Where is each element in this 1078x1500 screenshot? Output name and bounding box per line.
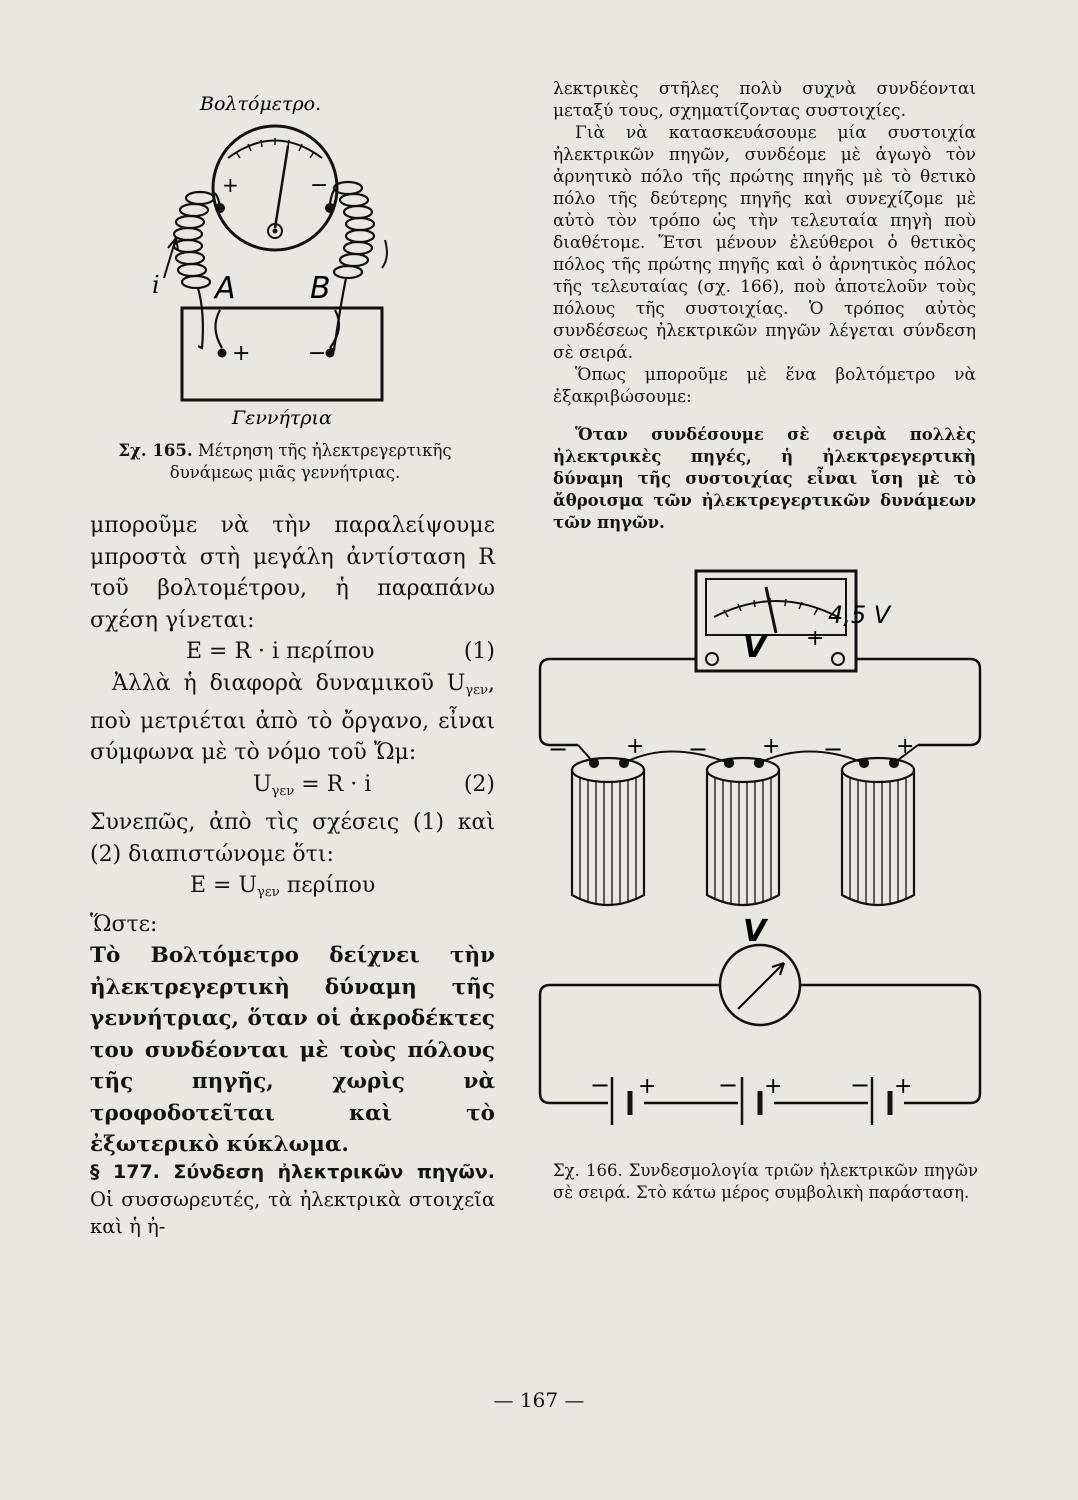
equation-1	[90, 636, 495, 668]
left-column	[90, 510, 495, 1161]
figure-165-caption-number: Σχ. 165.	[118, 441, 193, 460]
battery-3	[842, 758, 914, 906]
equation-2	[90, 769, 495, 807]
left-paragraph-3: Συνεπῶς, ἀπὸ τὶς σχέσεις (1) καὶ (2) διαπιστώνομε ὅτι:	[90, 810, 495, 867]
voltmeter-needle	[275, 146, 288, 228]
right-paragraph-1: λεκτρικὲς στῆλες πολὺ συχνὰ συνδέονται μεταξύ τους, σχηματίζοντας συστοιχίες.	[553, 79, 976, 121]
cell-3-plus: +	[894, 1074, 913, 1099]
terminal-a: A	[215, 271, 236, 306]
figure-165-caption-text: Μέτρηση τῆς ἠλεκτρεγερτικῆς δυνάμεως μιᾶς γεννήτριας.	[169, 441, 452, 482]
equation-3	[90, 870, 495, 908]
section-177-text: Οἱ συσσωρευτές, τὰ ἠλεκτρικὰ στοιχεῖα καὶ ἡ ἠ-	[90, 1188, 495, 1238]
eq3-lhs: E = U	[190, 873, 258, 899]
eq3-rhs: περίπου	[279, 873, 376, 899]
battery-2-minus: −	[688, 735, 709, 763]
battery-voltmeter-needle	[766, 587, 776, 633]
figure-165-diagram	[150, 88, 420, 428]
left-paragraph-2	[90, 668, 495, 769]
battery-2-plus: +	[762, 734, 781, 759]
symbolic-voltmeter	[720, 945, 800, 1025]
equation-1-number: (1)	[463, 639, 495, 664]
cell-2-plus: +	[764, 1074, 783, 1099]
equation-2-number: (2)	[463, 771, 495, 797]
equation-1-expression: E = R · i περίπου	[186, 639, 375, 664]
figure-166-caption-number: Σχ. 166.	[553, 1161, 623, 1180]
voltmeter-label: Βολτόμετρο.	[200, 93, 322, 115]
battery-1-minus: −	[548, 735, 569, 763]
battery-2	[707, 758, 779, 906]
right-paragraph-3: Ὅπως μποροῦμε μὲ ἕνα βολτόμετρο νὰ ἐξακριβώσουμε:	[553, 365, 976, 407]
figure-166-diagram	[538, 565, 988, 1125]
generator-plus: +	[232, 341, 251, 366]
cell-1-plus: +	[638, 1074, 657, 1099]
section-177	[90, 1158, 495, 1240]
cell-3-minus: −	[850, 1071, 871, 1099]
equation-2-expression	[253, 769, 371, 807]
figure-166-caption-text: Συνδεσμολογία τριῶν ἠλεκτρικῶν πηγῶν σὲ σειρά. Στὸ κάτω μέρος συμβολικὴ παράσταση.	[553, 1161, 978, 1202]
current-label: i	[152, 271, 160, 299]
eq2-subscript: γεν	[271, 783, 295, 799]
symbolic-voltmeter-v: V	[743, 914, 767, 949]
battery-3-minus: −	[823, 735, 844, 763]
section-177-heading: § 177. Σύνδεση ἠλεκτρικῶν πηγῶν.	[90, 1161, 495, 1183]
p2-text-a: Ἀλλὰ ἡ διαφορὰ δυναμικοῦ U	[112, 670, 466, 696]
generator-label: Γεννήτρια	[232, 407, 332, 428]
voltmeter-minus: −	[310, 173, 329, 198]
battery-1-plus: +	[626, 734, 645, 759]
voltmeter-plus: +	[222, 173, 239, 197]
cell-2-minus: −	[718, 1071, 739, 1099]
generator-minus: −	[308, 341, 327, 366]
eq2-rhs: = R · i	[294, 771, 372, 797]
battery-voltmeter-v: V	[743, 630, 767, 665]
volt-reading: 4,5 V	[828, 601, 891, 629]
figure-166-caption	[553, 1160, 978, 1204]
cell-1-minus: −	[590, 1071, 611, 1099]
p2-subscript: γεν	[465, 682, 488, 698]
series-rule: Ὅταν συνδέσουμε σὲ σειρὰ πολλὲς ἠλεκτρικὲς πηγές, ἡ ἠλεκτρεγερτικὴ δύναμη τῆς συστοιχίας εἶναι ἴση μὲ τὸ ἄθροισμα τῶν ἠλεκτρεγερτικῶν δυνάμεων τῶν πηγῶν.	[553, 425, 976, 532]
right-column	[553, 78, 976, 534]
left-paragraph-1: μποροῦμε νὰ τὴν παραλείψουμε μπροστὰ στὴ μεγάλη ἀντίσταση R τοῦ βολτομέτρου, ἡ παραπάνω σχέση γίνεται:	[90, 513, 495, 633]
voltmeter-rule: Τὸ Βολτόμετρο δείχνει τὴν ἠλεκτρεγερτικὴ δύναμη τῆς γεννήτριας, ὅταν οἱ ἀκροδέκτες του συνδέονται μὲ τοὺς πόλους τῆς πηγῆς, χωρὶς νὰ τροφοδοτεῖται καὶ τὸ ἐξωτερικὸ κύκλωμα.	[90, 943, 495, 1158]
generator-box	[182, 308, 382, 400]
right-paragraph-2: Γιὰ νὰ κατασκευάσουμε μία συστοιχία ἠλεκτρικῶν πηγῶν, συνδέομε μὲ ἀγωγὸ τὸν ἀρνητικὸ πόλο τῆς πρώτης πηγῆς μὲ τὸ θετικὸ πόλο τῆς δεύτερης πηγῆς καὶ συνεχίζομε μὲ αὐτὸ τὸν τρόπο ὡς τὴν τελευταία πηγὴ ποὺ διαθέτομε. Ἔτσι μένουν ἐλεύθεροι ὁ θετικὸς πόλος τῆς πρώτης πηγῆς καὶ ὁ ἀρνητικὸς πόλος τῆς τελευταίας (σχ. 166), ποὺ ἀποτελοῦν τοὺς πόλους τῆς συστοιχίας. Ὁ τρόπος αὐτὸς συνδέσεως ἠλεκτρικῶν πηγῶν λέγεται σύνδεση σὲ σειρά.	[553, 123, 976, 363]
terminal-b: B	[310, 271, 331, 306]
figure-165-caption	[90, 440, 480, 484]
eq3-subscript: γεν	[257, 885, 280, 901]
page-number: — 167 —	[493, 1388, 585, 1412]
eq2-u: U	[253, 771, 272, 797]
left-paragraph-4: Ὥστε:	[90, 911, 158, 937]
coiled-wire-right	[330, 182, 374, 350]
p2-text-b: , ποὺ μετριέται ἀπὸ τὸ ὄργανο, εἶναι σύμφωνα μὲ τὸ νόμο τοῦ Ὤμ:	[90, 670, 495, 766]
battery-voltmeter-plus: +	[806, 626, 825, 651]
battery-3-plus: +	[896, 734, 915, 759]
battery-1	[572, 758, 644, 906]
